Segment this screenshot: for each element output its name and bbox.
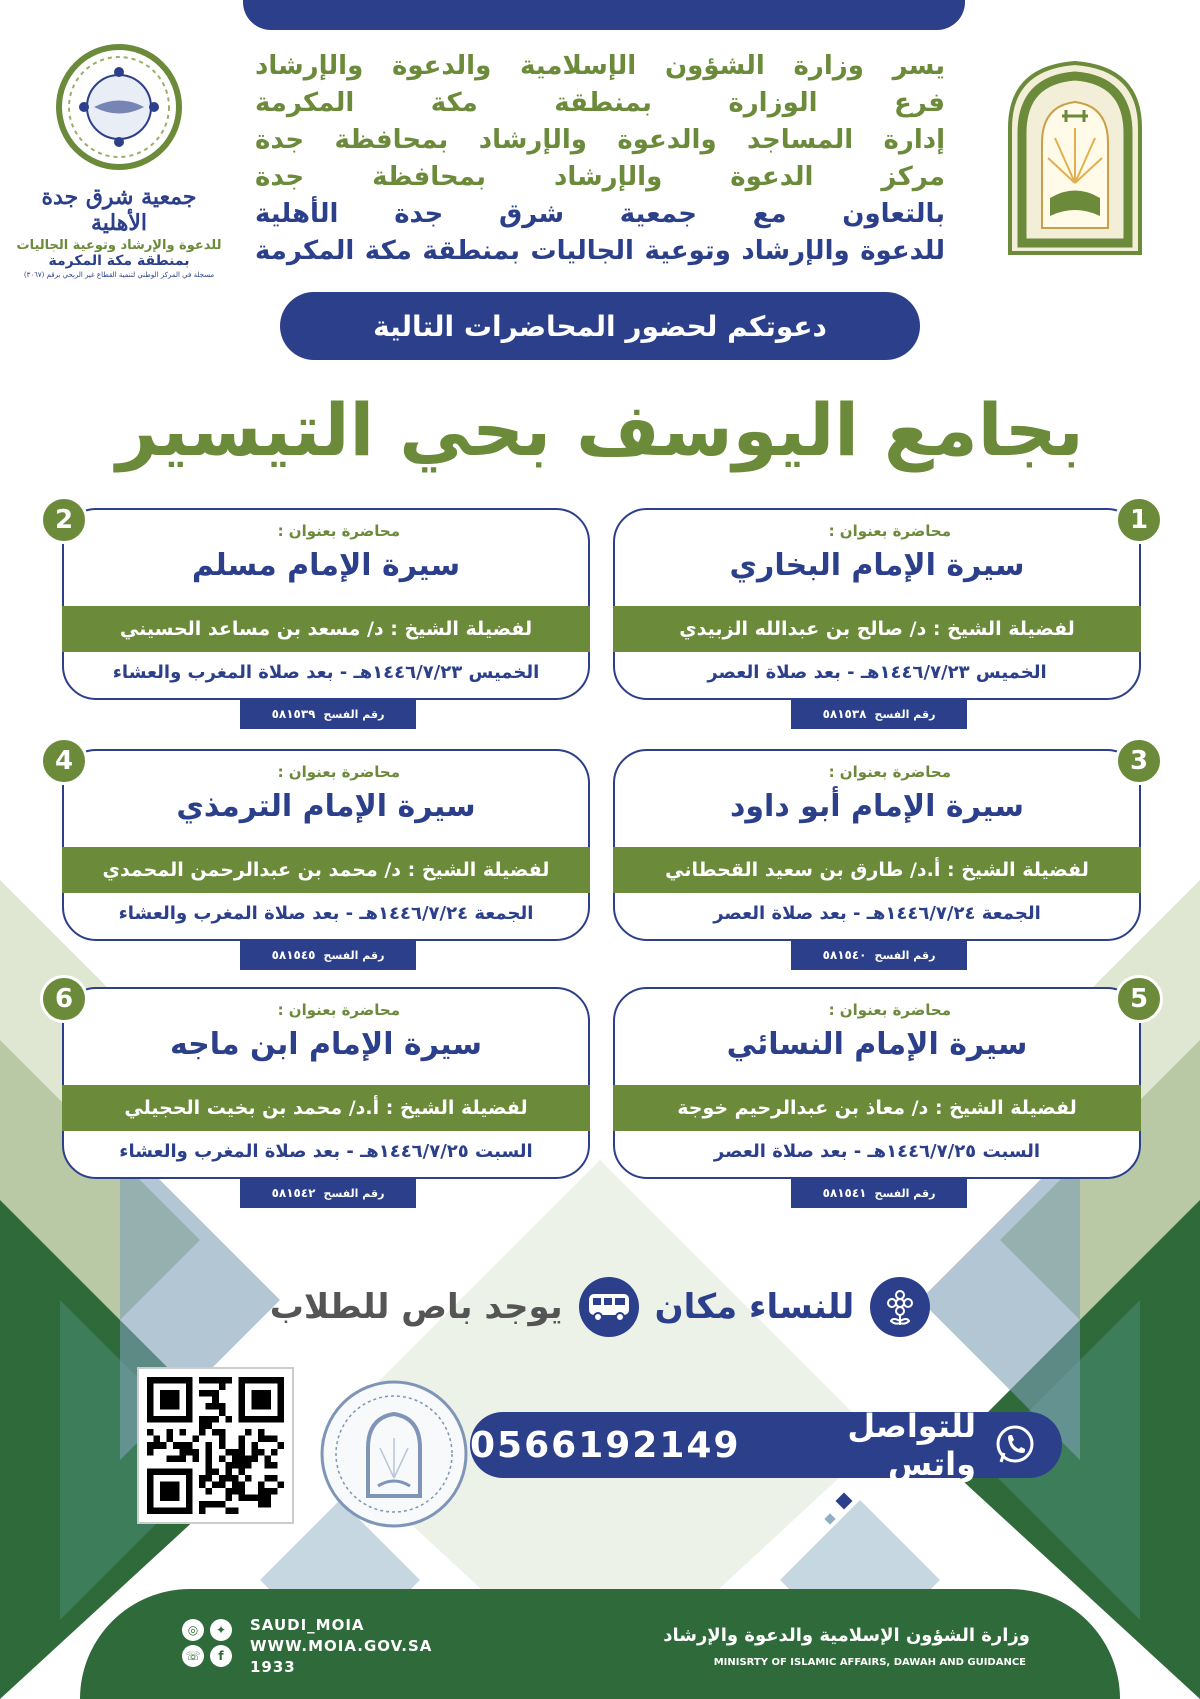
footer-ministry-ar: وزارة الشؤون الإسلامية والدعوة والإرشاد: [663, 1625, 1030, 1646]
lecture-card: [54, 984, 590, 1200]
association-sub: للدعوة والإرشاد وتوعية الجاليات: [16, 238, 222, 253]
permit-label: رقم الفسح: [874, 948, 936, 962]
header-line: بالتعاون مع جمعية شرق جدة الأهلية: [255, 199, 945, 229]
phone-icon[interactable]: ☏: [182, 1645, 204, 1667]
header-line: للدعوة والإرشاد وتوعية الجاليات بمنطقة مكة المكرمة: [255, 236, 945, 266]
lecture-number: 1: [1115, 496, 1163, 544]
mosque-title: بجامع اليوسف بحي التيسير: [116, 388, 1084, 472]
lecture-number: 4: [40, 737, 88, 785]
qr-code[interactable]: [137, 1367, 294, 1524]
bus-text: يوجد باص للطلاب: [269, 1287, 563, 1327]
permit-number: ٥٨١٥٤١: [822, 1186, 867, 1200]
lecture-speaker: لفضيلة الشيخ : أ.د/ محمد بن بخيت الحجيلي: [62, 1085, 590, 1131]
lecture-title: سيرة الإمام أبو داود: [730, 789, 1024, 824]
lecture-speaker: لفضيلة الشيخ : أ.د/ طارق بن سعيد القحطاني: [613, 847, 1141, 893]
header-text: [255, 48, 945, 270]
lecture-time: السبت ١٤٤٦/٧/٢٥هـ - بعد صلاة المغرب والعشاء: [119, 1141, 533, 1162]
association-name: جمعية شرق جدة الأهلية: [41, 184, 197, 236]
permit-label: رقم الفسح: [874, 707, 936, 721]
lecture-speaker: لفضيلة الشيخ : د/ مسعد بن مساعد الحسيني: [62, 606, 590, 652]
lecture-time: الجمعة ١٤٤٦/٧/٢٤هـ - بعد صلاة المغرب والعشاء: [118, 903, 534, 924]
permit-number: ٥٨١٥٤٥: [271, 948, 316, 962]
permit-label: رقم الفسح: [323, 707, 385, 721]
social-handle[interactable]: SAUDI_MOIA: [250, 1616, 365, 1634]
flower-icon: [870, 1277, 930, 1337]
lecture-title: سيرة الإمام النسائي: [726, 1027, 1028, 1062]
permit-badge: [240, 1178, 416, 1208]
lecture-label: محاضرة بعنوان :: [828, 522, 951, 540]
info-row: [260, 1274, 940, 1340]
header-line: فرع الوزارة بمنطقة مكة المكرمة: [255, 88, 945, 118]
women-text: للنساء مكان: [654, 1287, 855, 1327]
lecture-card: [613, 505, 1149, 721]
phone-number[interactable]: 1933: [250, 1658, 296, 1676]
permit-badge: [240, 699, 416, 729]
lecture-number: 3: [1115, 737, 1163, 785]
permit-label: رقم الفسح: [323, 1186, 385, 1200]
top-bar: [243, 0, 965, 30]
permit-badge: [240, 940, 416, 970]
social-icons: [182, 1619, 234, 1667]
header-line: يسر وزارة الشؤون الإسلامية والدعوة والإرشاد: [255, 51, 945, 81]
footer-contacts: [250, 1615, 432, 1678]
lecture-number: 5: [1115, 975, 1163, 1023]
bus-icon: [579, 1277, 639, 1337]
lecture-card: [613, 984, 1149, 1200]
lecture-time: الخميس ١٤٤٦/٧/٢٣هـ - بعد صلاة المغرب والعشاء: [112, 662, 540, 683]
permit-label: رقم الفسح: [874, 1186, 936, 1200]
footer-ministry-en: MINISRTY OF ISLAMIC AFFAIRS, DAWAH AND GUIDANCE: [713, 1657, 1026, 1668]
lecture-speaker: لفضيلة الشيخ : د/ صالح بن عبدالله الزبيدي: [613, 606, 1141, 652]
center-stamp: [318, 1378, 470, 1530]
lecture-label: محاضرة بعنوان :: [277, 1001, 400, 1019]
association-registration: مسجلة في المركز الوطني لتنمية القطاع غير الربحي برقم (٣٠٦٧): [23, 271, 215, 279]
ministry-emblem-icon: [1000, 58, 1150, 258]
lecture-label: محاضرة بعنوان :: [277, 522, 400, 540]
header-line: مركز الدعوة والإرشاد بمحافظة جدة: [255, 162, 945, 192]
whatsapp-icon: [992, 1422, 1038, 1468]
lecture-number: 6: [40, 975, 88, 1023]
association-region: بمنطقة مكة المكرمة: [48, 253, 190, 269]
lecture-title: سيرة الإمام البخاري: [729, 548, 1025, 583]
header-line: إدارة المساجد والدعوة والإرشاد بمحافظة جدة: [255, 125, 945, 155]
facebook-icon[interactable]: f: [210, 1645, 232, 1667]
lecture-time: الجمعة ١٤٤٦/٧/٢٤هـ - بعد صلاة العصر: [713, 903, 1041, 924]
whatsapp-number[interactable]: 0566192149: [470, 1424, 741, 1466]
permit-badge: [791, 1178, 967, 1208]
lecture-time: الخميس ١٤٤٦/٧/٢٣هـ - بعد صلاة العصر: [707, 662, 1047, 683]
permit-number: ٥٨١٥٤٢: [271, 1186, 316, 1200]
website-link[interactable]: WWW.MOIA.GOV.SA: [250, 1637, 433, 1655]
lecture-title: سيرة الإمام ابن ماجه: [169, 1027, 483, 1062]
permit-badge: [791, 699, 967, 729]
whatsapp-contact[interactable]: [470, 1407, 1062, 1483]
instagram-icon[interactable]: ◎: [182, 1619, 204, 1641]
association-emblem-icon: [54, 42, 184, 172]
invite-banner: دعوتكم لحضور المحاضرات التالية: [280, 292, 920, 360]
lecture-label: محاضرة بعنوان :: [828, 763, 951, 781]
whatsapp-label: للتواصل واتس: [847, 1407, 976, 1483]
lecture-card: [54, 505, 590, 721]
lecture-speaker: لفضيلة الشيخ : د/ معاذ بن عبدالرحيم خوجة: [613, 1085, 1141, 1131]
lecture-number: 2: [40, 496, 88, 544]
permit-number: ٥٨١٥٣٩: [271, 707, 316, 721]
lecture-title: سيرة الإمام الترمذي: [176, 789, 476, 824]
lecture-label: محاضرة بعنوان :: [828, 1001, 951, 1019]
lecture-label: محاضرة بعنوان :: [277, 763, 400, 781]
footer: [80, 1589, 1120, 1699]
association-logo: [14, 42, 224, 282]
permit-label: رقم الفسح: [323, 948, 385, 962]
permit-badge: [791, 940, 967, 970]
twitter-icon[interactable]: ✦: [210, 1619, 232, 1641]
permit-number: ٥٨١٥٣٨: [822, 707, 867, 721]
lecture-card: [54, 746, 590, 962]
lecture-time: السبت ١٤٤٦/٧/٢٥هـ - بعد صلاة العصر: [713, 1141, 1041, 1162]
lecture-title: سيرة الإمام مسلم: [191, 548, 461, 583]
lecture-speaker: لفضيلة الشيخ : د/ محمد بن عبدالرحمن المحمدي: [62, 847, 590, 893]
lecture-card: [613, 746, 1149, 962]
permit-number: ٥٨١٥٤٠: [822, 948, 867, 962]
